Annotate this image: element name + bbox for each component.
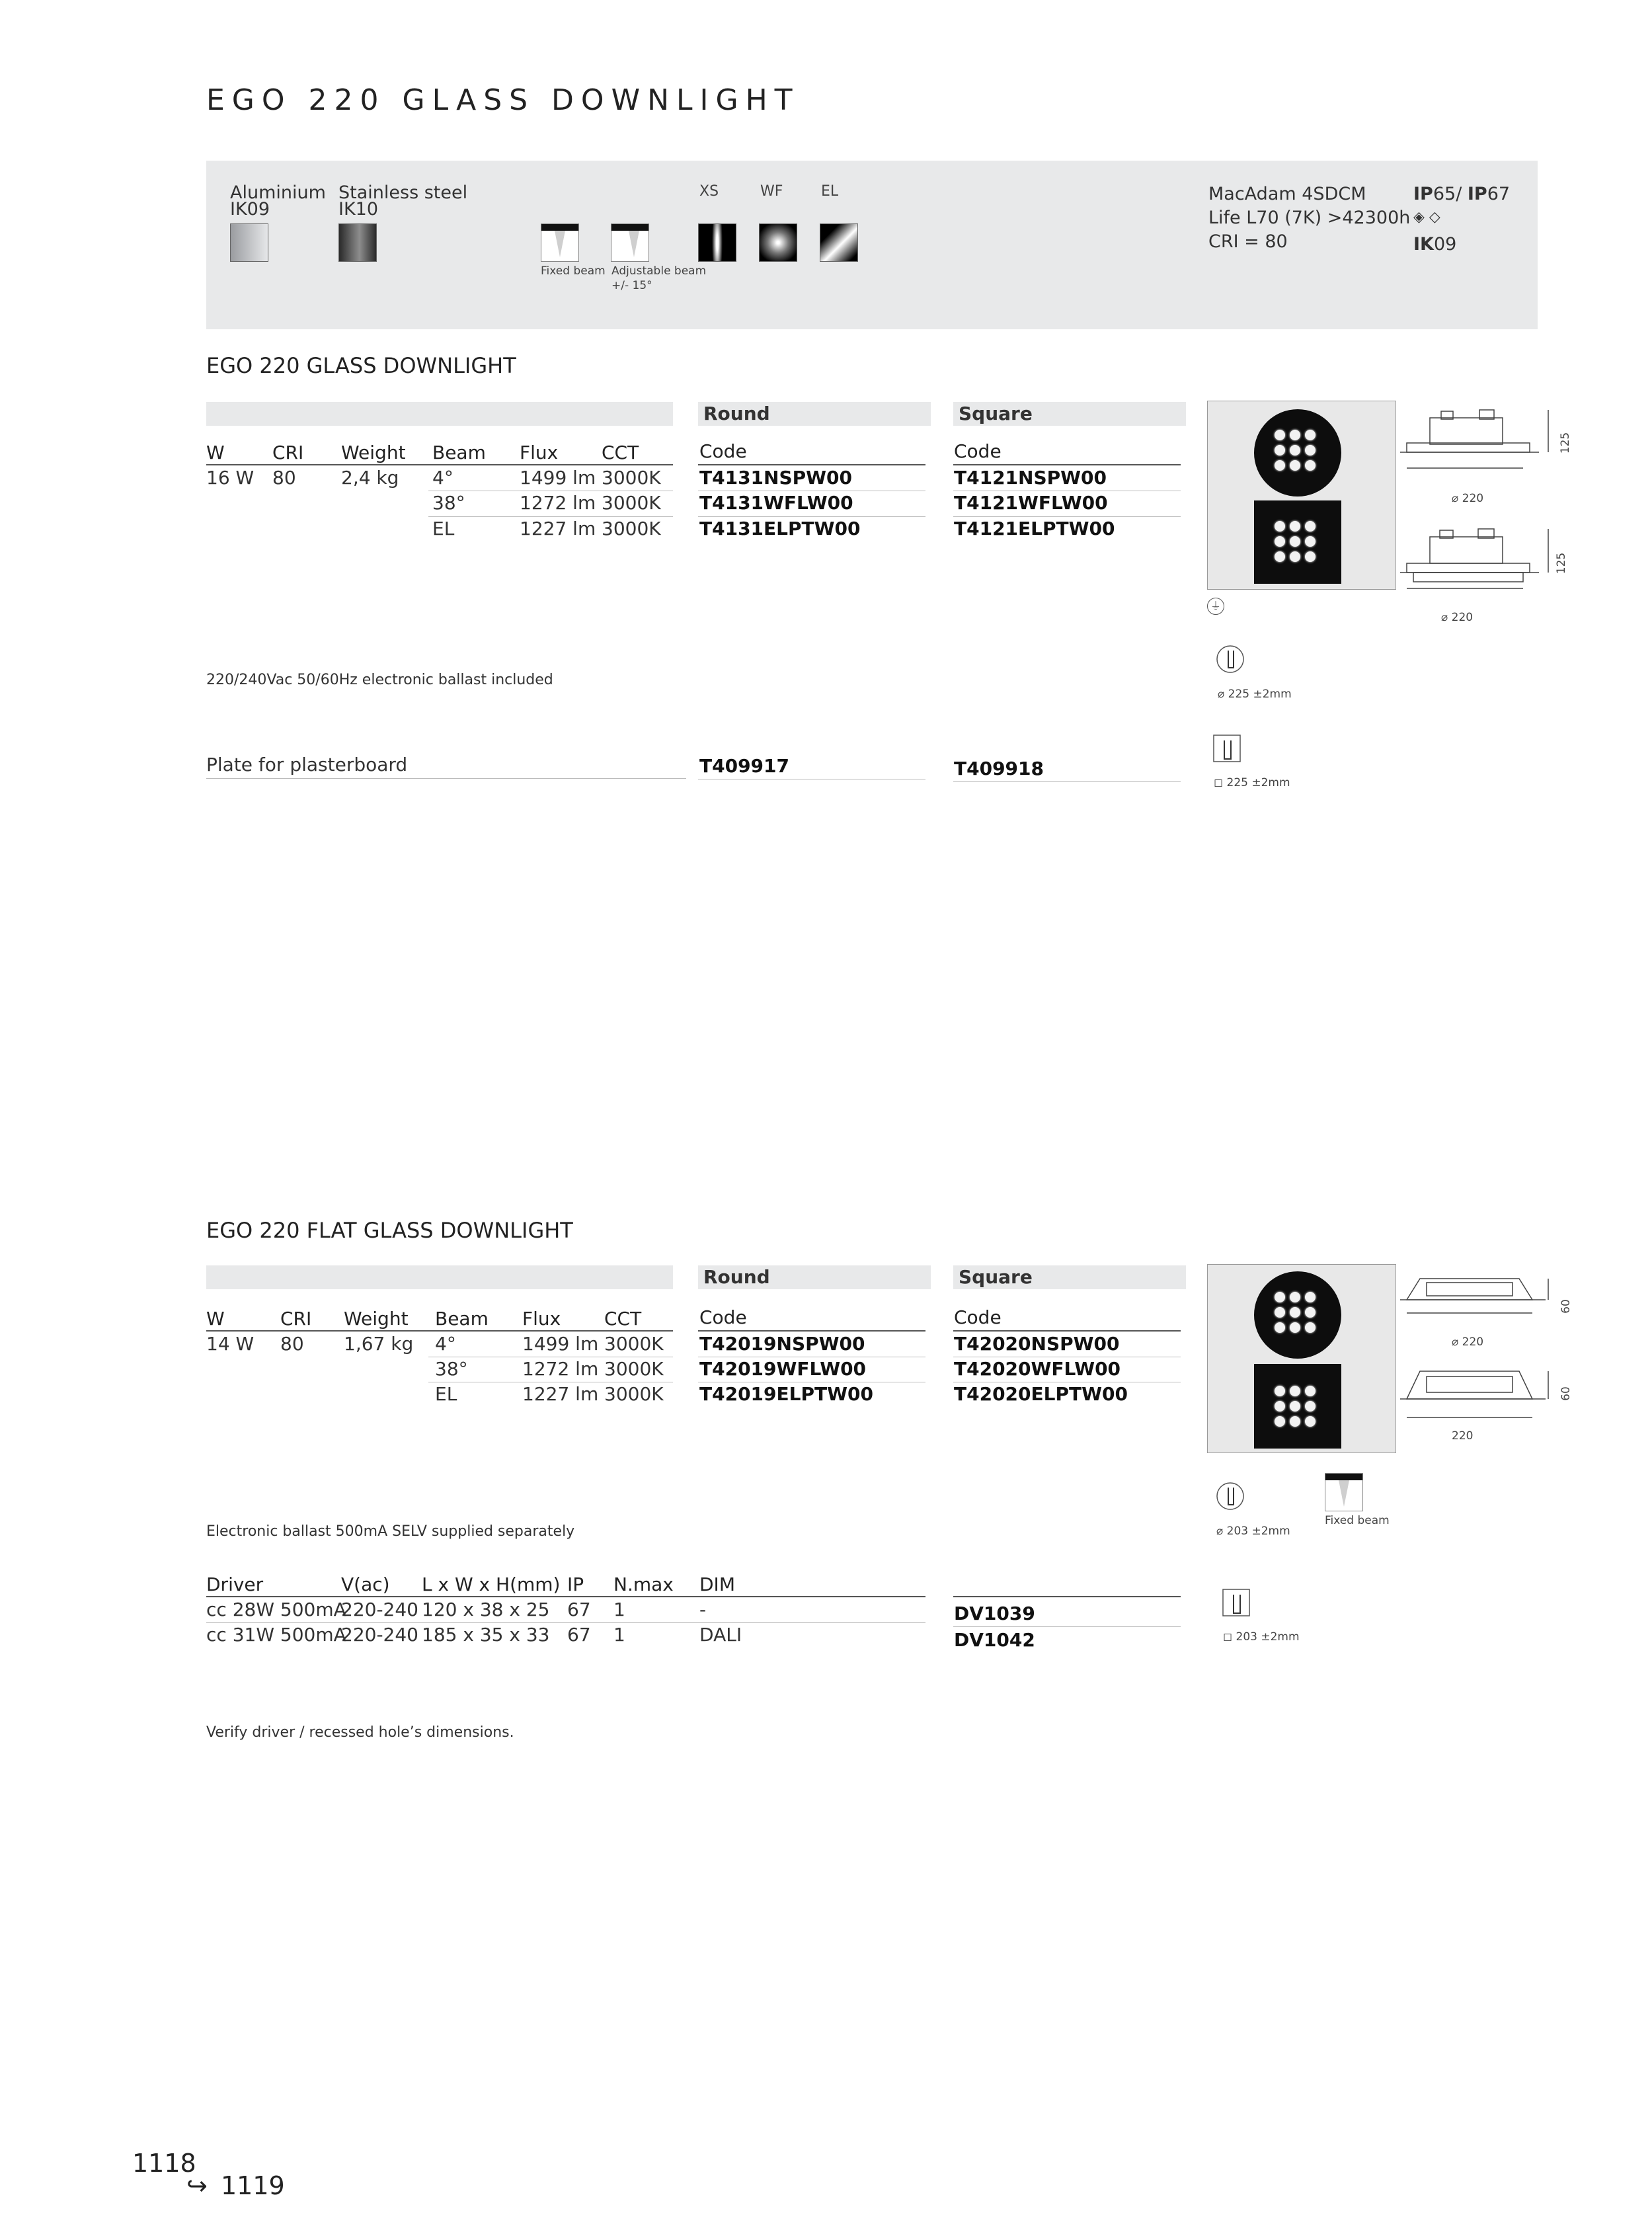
spec-cri: CRI = 80 — [1208, 231, 1288, 252]
finish-steel-label: Stainless steel — [338, 182, 468, 203]
next-page-arrow-icon: ↪ — [186, 2171, 208, 2200]
section1-diam-dim-2: ⌀ 220 — [1441, 611, 1474, 624]
round-code: T42019NSPW00 — [699, 1333, 865, 1355]
section2-title: EGO 220 FLAT GLASS DOWNLIGHT — [206, 1218, 573, 1243]
page-title: EGO 220 GLASS DOWNLIGHT — [206, 83, 800, 117]
driver-row-ip: 67 — [567, 1599, 591, 1620]
divider — [953, 781, 1181, 782]
section2-ballast-note: Electronic ballast 500mA SELV supplied separately — [206, 1523, 575, 1540]
section2-height-dim-2: 60 — [1559, 1386, 1573, 1401]
safety-class-icon: ◈ ◇ — [1413, 209, 1440, 225]
divider — [698, 464, 925, 465]
table-row-beam: 38° — [435, 1358, 468, 1380]
section1-round-cutout: ⌀ 225 ±2mm — [1218, 688, 1292, 701]
section2-square-header: Square — [953, 1265, 1186, 1289]
table-row-beam: 38° — [432, 492, 465, 514]
table-row-cct: 3000K — [604, 1383, 664, 1405]
square-code: T42020WFLW00 — [954, 1358, 1121, 1380]
page-number: 1118 — [132, 2149, 196, 2178]
table-row-beam: EL — [435, 1383, 457, 1405]
value-w: 14 W — [206, 1333, 255, 1355]
adjustable-beam-range: +/- 15° — [611, 279, 652, 292]
table-row-cct: 3000K — [604, 1358, 664, 1380]
driver-row-name: cc 28W 500mA — [206, 1599, 346, 1620]
col-beam: Beam — [432, 442, 486, 463]
divider — [953, 464, 1181, 465]
ip-rating: IP65/ IP67 — [1413, 184, 1511, 204]
col-flux: Flux — [520, 442, 559, 463]
round-code-header: Code — [699, 1306, 747, 1328]
next-page-link[interactable]: 1119 — [221, 2171, 285, 2200]
divider — [206, 1596, 925, 1597]
divider — [953, 516, 1181, 517]
fixed-beam-icon — [541, 223, 579, 262]
driver-code: DV1042 — [954, 1629, 1035, 1651]
driver-col-dim: DIM — [699, 1573, 735, 1595]
square-code: T42020ELPTW00 — [954, 1383, 1128, 1405]
section2-round-cutout: ⌀ 203 ±2mm — [1216, 1525, 1290, 1538]
optic-wf-label: WF — [760, 183, 783, 200]
plate-label: Plate for plasterboard — [206, 754, 408, 776]
driver-row-dimensions: 185 x 35 x 33 — [422, 1624, 550, 1646]
driver-col-dimensions: L x W x H(mm) — [422, 1573, 561, 1595]
col-flux: Flux — [522, 1308, 561, 1330]
optic-el-label: EL — [821, 183, 839, 200]
round-code: T4131WFLW00 — [699, 492, 853, 514]
verify-note: Verify driver / recessed hole’s dimensions. — [206, 1724, 514, 1741]
section1-square-header: Square — [953, 402, 1186, 426]
round-code: T42019WFLW00 — [699, 1358, 867, 1380]
spec-life: Life L70 (7K) >42300h — [1208, 208, 1411, 228]
col-w: W — [206, 442, 225, 463]
driver-row-nmax: 1 — [613, 1624, 625, 1646]
fixed-beam-label: Fixed beam — [1325, 1514, 1390, 1527]
square-code: T4121WFLW00 — [954, 492, 1108, 514]
table-row-beam: EL — [432, 518, 455, 539]
table-row-cct: 3000K — [602, 492, 661, 514]
col-cct: CCT — [604, 1308, 642, 1330]
driver-row-voltage: 220-240 — [341, 1624, 418, 1646]
square-lamp-icon — [1254, 1364, 1341, 1449]
col-cct: CCT — [602, 442, 639, 463]
section2-side-dim: 220 — [1452, 1429, 1474, 1443]
round-code: T42019ELPTW00 — [699, 1383, 873, 1405]
finish-steel-rating: IK10 — [338, 199, 379, 219]
round-code-header: Code — [699, 440, 747, 462]
adjustable-beam-label: Adjustable beam — [611, 264, 707, 278]
square-cutout-icon — [1220, 1587, 1253, 1620]
divider — [953, 1330, 1181, 1332]
table-row-cct: 3000K — [602, 518, 661, 539]
driver-col-ip: IP — [567, 1573, 584, 1595]
col-weight: Weight — [344, 1308, 409, 1330]
driver-row-dimensions: 120 x 38 x 25 — [422, 1599, 550, 1620]
square-code-header: Code — [954, 1306, 1002, 1328]
col-beam: Beam — [435, 1308, 489, 1330]
section1-product-photo — [1207, 401, 1396, 590]
optic-xs-label: XS — [699, 183, 719, 200]
aluminium-swatch-icon — [230, 223, 268, 262]
section1-round-header: Round — [698, 402, 931, 426]
driver-col-voltage: V(ac) — [341, 1573, 390, 1595]
section1-ballast-note: 220/240Vac 50/60Hz electronic ballast included — [206, 672, 553, 688]
section1-diam-dim: ⌀ 220 — [1452, 492, 1484, 505]
table-row-beam: 4° — [435, 1333, 456, 1355]
section1-title: EGO 220 GLASS DOWNLIGHT — [206, 353, 516, 378]
section2-round-header: Round — [698, 1265, 931, 1289]
optic-el-icon — [820, 223, 858, 262]
driver-col-nmax: N.max — [613, 1573, 674, 1595]
adjustable-beam-icon — [611, 223, 649, 262]
driver-row-name: cc 31W 500mA — [206, 1624, 346, 1646]
table-row-flux: 1499 lm — [522, 1333, 599, 1355]
square-code: T4121ELPTW00 — [954, 518, 1115, 539]
finish-aluminium-label: Aluminium — [230, 182, 326, 203]
fixed-beam-icon — [1325, 1473, 1363, 1511]
driver-col-driver: Driver — [206, 1573, 264, 1595]
col-w: W — [206, 1308, 225, 1330]
square-lamp-icon — [1254, 500, 1341, 584]
col-cri: CRI — [280, 1308, 312, 1330]
section2-square-cutout: ◻ 203 ±2mm — [1223, 1630, 1300, 1644]
plate-round-code: T409917 — [699, 755, 789, 777]
section1-dimension-drawing — [1400, 405, 1579, 629]
section1-square-cutout: ◻ 225 ±2mm — [1214, 776, 1290, 789]
table-row-flux: 1272 lm — [520, 492, 596, 514]
table-row-cct: 3000K — [602, 467, 661, 489]
table-row-flux: 1227 lm — [520, 518, 596, 539]
value-cri: 80 — [272, 467, 296, 489]
section2-diam-dim: ⌀ 220 — [1452, 1335, 1484, 1349]
driver-row-nmax: 1 — [613, 1599, 625, 1620]
driver-row-ip: 67 — [567, 1624, 591, 1646]
round-cutout-icon — [1214, 1480, 1247, 1513]
plate-square-code: T409918 — [954, 758, 1044, 779]
driver-row-dim: - — [699, 1599, 707, 1620]
divider — [953, 1626, 1181, 1627]
col-cri: CRI — [272, 442, 304, 463]
square-code: T42020NSPW00 — [954, 1333, 1120, 1355]
section1-height-dim: 125 — [1559, 432, 1573, 454]
round-cutout-icon — [1214, 643, 1247, 676]
value-w: 16 W — [206, 467, 255, 489]
earth-ground-icon: ⏚ — [1207, 598, 1224, 615]
section2-spec-bar — [206, 1265, 673, 1289]
driver-code: DV1039 — [954, 1603, 1035, 1624]
col-weight: Weight — [341, 442, 406, 463]
divider — [698, 516, 925, 517]
value-weight: 2,4 kg — [341, 467, 399, 489]
section2-dimension-drawing — [1400, 1273, 1579, 1439]
table-row-flux: 1499 lm — [520, 467, 596, 489]
square-code: T4121NSPW00 — [954, 467, 1107, 489]
divider — [206, 1330, 673, 1332]
divider — [953, 1596, 1181, 1597]
steel-swatch-icon — [338, 223, 377, 262]
round-code: T4131NSPW00 — [699, 467, 852, 489]
section1-height-dim-2: 125 — [1555, 552, 1569, 575]
section1-spec-bar — [206, 402, 673, 426]
table-row-beam: 4° — [432, 467, 453, 489]
optic-xs-icon — [698, 223, 736, 262]
fixed-beam-label: Fixed beam — [541, 264, 606, 278]
divider — [428, 516, 673, 517]
ik-rating: IK09 — [1413, 234, 1457, 255]
round-code: T4131ELPTW00 — [699, 518, 861, 539]
optic-wf-icon — [759, 223, 797, 262]
driver-row-voltage: 220-240 — [341, 1599, 418, 1620]
finish-aluminium-rating: IK09 — [230, 199, 270, 219]
value-cri: 80 — [280, 1333, 304, 1355]
square-code-header: Code — [954, 440, 1002, 462]
divider — [206, 464, 673, 465]
section2-product-photo — [1207, 1264, 1396, 1453]
round-lamp-icon — [1254, 409, 1341, 497]
table-row-flux: 1272 lm — [522, 1358, 599, 1380]
spec-macadam: MacAdam 4SDCM — [1208, 184, 1366, 204]
round-lamp-icon — [1254, 1271, 1341, 1359]
table-row-flux: 1227 lm — [522, 1383, 599, 1405]
value-weight: 1,67 kg — [344, 1333, 414, 1355]
driver-row-dim: DALI — [699, 1624, 742, 1646]
section2-height-dim: 60 — [1559, 1299, 1573, 1314]
divider — [206, 1622, 925, 1623]
divider — [206, 778, 686, 779]
square-cutout-icon — [1211, 733, 1244, 766]
divider — [698, 1330, 925, 1332]
table-row-cct: 3000K — [604, 1333, 664, 1355]
